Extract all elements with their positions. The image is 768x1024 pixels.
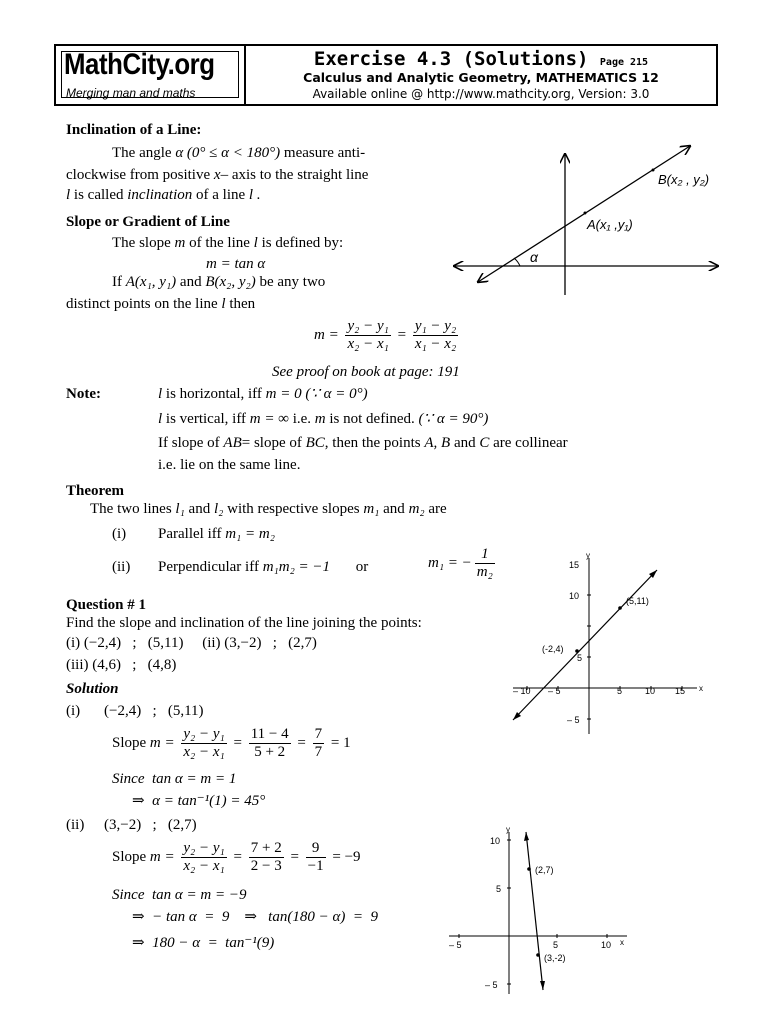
series-line: [513, 570, 657, 720]
solution-ii-since: Since tan α = m = −9: [112, 887, 247, 903]
line-l1: l₁: [175, 501, 185, 517]
equals: =: [397, 326, 407, 343]
x-tick-label: – 5: [449, 940, 462, 950]
solution-ii-step-1: ⇒ − tan α = 9 ⇒ tan(180 − α) = 9: [132, 909, 378, 925]
y-tick-label: 5: [496, 884, 502, 894]
data-point: [618, 606, 622, 610]
text: is not defined.: [329, 411, 415, 427]
m-equals: m =: [149, 734, 175, 751]
data-point: [527, 867, 531, 871]
text: The slope: [112, 235, 171, 251]
theorem-item-i-num: (i): [112, 526, 127, 542]
text: measure anti-: [283, 145, 366, 161]
y-axis-label: y: [586, 551, 590, 560]
x-tick-label: 15: [675, 686, 686, 696]
note-line-4: i.e. lie on the same line.: [158, 457, 301, 473]
angle-range: α (0° ≤ α < 180°): [175, 145, 281, 161]
slope-label: Slope: [112, 848, 147, 865]
note-label: Note:: [66, 386, 101, 402]
note-line-1: [158, 385, 368, 403]
series-line: [526, 832, 543, 990]
point-b-dot: [652, 169, 655, 172]
point-b-label: B(x₂ , y₂): [658, 172, 710, 187]
m-equals: m =: [149, 848, 175, 865]
fraction: [345, 318, 390, 353]
x-tick-label: – 10: [513, 686, 531, 696]
var-m: m: [314, 411, 326, 427]
x-axis-label: x: [620, 938, 624, 947]
online-link: Available online @ http://www.mathcity.org, Version: 3.0: [312, 87, 650, 101]
numerator: y₂ − y₁: [183, 840, 225, 856]
reason: (∵ α = 90°): [418, 411, 489, 427]
denominator: −1: [307, 858, 324, 874]
page-title: [246, 48, 716, 70]
fraction: [181, 840, 226, 875]
var-l: l: [221, 296, 226, 312]
text: is vertical, iff: [165, 411, 247, 427]
text: and: [453, 435, 476, 451]
text: are collinear: [493, 435, 568, 451]
page-ref: Page 215: [599, 57, 649, 68]
equals: =: [290, 848, 299, 865]
data-point: [536, 953, 540, 957]
inclination-line-1: [112, 144, 365, 162]
segment-ab: AB: [223, 435, 242, 451]
numerator: y₂ − y₁: [347, 318, 389, 334]
fraction: [249, 726, 291, 761]
alpha-label: α: [530, 249, 538, 265]
numerator: y₁ − y₂: [414, 318, 457, 334]
x-tick-label: 10: [645, 686, 656, 696]
fraction: [475, 546, 495, 581]
inclination-line-3: [66, 186, 261, 204]
note-line-2: [158, 410, 488, 428]
point-label: (-2,4): [542, 644, 564, 654]
numerator: 7 + 2: [250, 840, 282, 856]
condition: m₁ = m₂: [225, 526, 275, 542]
point-a-label: A(x₁ ,y₁): [587, 217, 633, 232]
text: – axis to the straight line: [220, 167, 369, 183]
numerator: 7: [314, 726, 323, 742]
var-l: l .: [248, 187, 261, 203]
point-a: A(x₁, y₁): [125, 274, 177, 290]
fraction: [249, 840, 284, 875]
text: and: [179, 274, 202, 290]
m1-equals: m₁ = −: [428, 554, 472, 571]
y-tick-label: – 5: [485, 980, 498, 990]
subtitle: Calculus and Analytic Geometry, MATHEMATICS 12: [303, 70, 659, 85]
text: i.e.: [292, 411, 312, 427]
arrow-head: [524, 832, 529, 841]
text: of the line: [189, 235, 250, 251]
equals: =: [233, 734, 242, 751]
text: Perpendicular iff: [158, 559, 259, 575]
condition: m = 0 (∵ α = 0°): [265, 386, 368, 402]
page-header: [54, 44, 718, 106]
text: clockwise from positive: [66, 167, 211, 183]
solution-i-points: (−2,4) ; (5,11): [104, 703, 204, 719]
question-points-1: (i) (−2,4) ; (5,11) (ii) (3,−2) ; (2,7): [66, 635, 317, 651]
point-label: (3,-2): [544, 953, 566, 963]
logo-tagline: Merging man and maths: [66, 86, 196, 100]
question-text: Find the slope and inclination of the line joining the points:: [66, 615, 422, 631]
denominator: m₂: [476, 564, 493, 580]
denominator: x₁ − x₂: [414, 336, 457, 352]
solution-i-result: ⇒ α = tan⁻¹(1) = 45°: [132, 793, 266, 809]
y-tick-label: 15: [569, 560, 580, 570]
denominator: x₂ − x₁: [183, 744, 225, 760]
solution-ii-step-2: ⇒ 180 − α = tan⁻¹(9): [132, 935, 275, 951]
theorem-line-1: [90, 500, 447, 518]
logo-box: [56, 46, 246, 104]
text: is horizontal, iff: [165, 386, 262, 402]
solution-ii-slope: [112, 840, 361, 875]
theorem-item-i: [158, 525, 275, 543]
point-c: C: [479, 435, 490, 451]
points-ab: A, B: [424, 435, 451, 451]
text: with respective slopes: [227, 501, 360, 517]
x-tick-label: 5: [553, 940, 559, 950]
fraction: [413, 318, 458, 353]
slope-label: Slope: [112, 734, 147, 751]
text: The angle: [112, 145, 172, 161]
note-line-3: [158, 434, 568, 452]
slope-definition: m = tan α: [206, 256, 266, 272]
denominator: 7: [314, 744, 323, 760]
solution-i-slope: [112, 726, 351, 761]
logo-text: MathCity.org: [64, 48, 215, 81]
solution-i-since: Since tan α = m = 1: [112, 771, 237, 787]
text: The two lines: [90, 501, 172, 517]
text: If: [112, 274, 122, 290]
text: = slope of: [241, 435, 302, 451]
y-tick-label: – 5: [567, 715, 580, 725]
y-axis-label: y: [506, 826, 510, 834]
equals: =: [233, 848, 242, 865]
question-points-2: (iii) (4,6) ; (4,8): [66, 657, 177, 673]
inclination-heading: Inclination of a Line:: [66, 122, 202, 138]
text: and: [188, 501, 211, 517]
numerator: y₂ − y₁: [183, 726, 225, 742]
text: or: [355, 559, 369, 575]
x-tick-label: – 5: [548, 686, 561, 696]
text: , then the points: [324, 435, 421, 451]
y-tick-label: 5: [577, 653, 583, 663]
y-tick-label: 10: [490, 836, 501, 846]
var-x: x: [213, 167, 221, 183]
point-a-dot: [584, 212, 587, 215]
solution-i-num: (i): [66, 703, 81, 719]
var-l: l: [253, 235, 258, 251]
numerator: 1: [475, 546, 495, 564]
segment-bc: BC: [305, 435, 325, 451]
numerator: 9: [306, 840, 326, 858]
condition: m₁m₂ = −1: [262, 559, 331, 575]
point-b: B(x₂, y₂): [205, 274, 256, 290]
point-label: (2,7): [535, 865, 554, 875]
line-l2: l₂: [213, 501, 224, 517]
question-heading: Question # 1: [66, 597, 147, 613]
solution-heading: Solution: [66, 681, 119, 697]
slope-line-1: [112, 234, 343, 252]
equals: =: [297, 734, 306, 751]
text: be any two: [259, 274, 326, 290]
m-equals: m =: [314, 326, 339, 343]
inclination-line-2: [66, 166, 368, 184]
proof-reference: See proof on book at page: 191: [272, 364, 460, 380]
text: If slope of: [158, 435, 220, 451]
slope-m2: m₂: [408, 501, 425, 517]
denominator: 5 + 2: [254, 744, 286, 760]
slope-m1: m₁: [363, 501, 380, 517]
text: and: [383, 501, 405, 517]
denominator: 2 − 3: [250, 858, 282, 874]
point-label: (5,11): [626, 596, 649, 606]
graph-i: [505, 548, 720, 738]
x-tick-label: 5: [617, 686, 623, 696]
graph-ii: [445, 826, 635, 998]
text: then: [229, 296, 256, 312]
theorem-alt-formula: [428, 546, 498, 581]
text: distinct points on the line: [66, 296, 218, 312]
solution-ii-points: (3,−2) ; (2,7): [104, 817, 197, 833]
slope-line-4: [66, 295, 255, 313]
x-tick-label: 10: [601, 940, 612, 950]
condition: m = ∞: [249, 411, 289, 427]
var-l: l: [158, 411, 163, 427]
title-text: Exercise 4.3 (Solutions): [313, 48, 589, 70]
theorem-item-ii: [158, 558, 368, 576]
inclination-diagram: [448, 140, 728, 300]
solution-ii-num: (ii): [66, 817, 85, 833]
text: of a line: [196, 187, 246, 203]
theorem-item-ii-num: (ii): [112, 559, 131, 575]
denominator: x₂ − x₁: [183, 858, 225, 874]
text: is defined by:: [261, 235, 344, 251]
var-m: m: [174, 235, 186, 251]
slope-line-3: [112, 273, 325, 291]
text: Parallel iff: [158, 526, 222, 542]
fraction: [313, 726, 325, 761]
fraction: [306, 840, 326, 875]
angle-arc: [514, 258, 520, 266]
numerator: 11 − 4: [250, 726, 289, 742]
x-axis-label: x: [699, 684, 703, 693]
theorem-heading: Theorem: [66, 483, 125, 499]
result: = −9: [332, 848, 361, 865]
var-l: l: [158, 386, 163, 402]
var-l: l: [66, 187, 71, 203]
fraction: [181, 726, 226, 761]
denominator: x₂ − x₁: [347, 336, 389, 352]
text: is called: [73, 187, 124, 203]
y-tick-label: 10: [569, 591, 580, 601]
slope-heading: Slope or Gradient of Line: [66, 214, 230, 230]
term-inclination: inclination: [127, 187, 193, 203]
text: are: [428, 501, 447, 517]
slope-formula: [314, 318, 461, 353]
result: = 1: [330, 734, 351, 751]
